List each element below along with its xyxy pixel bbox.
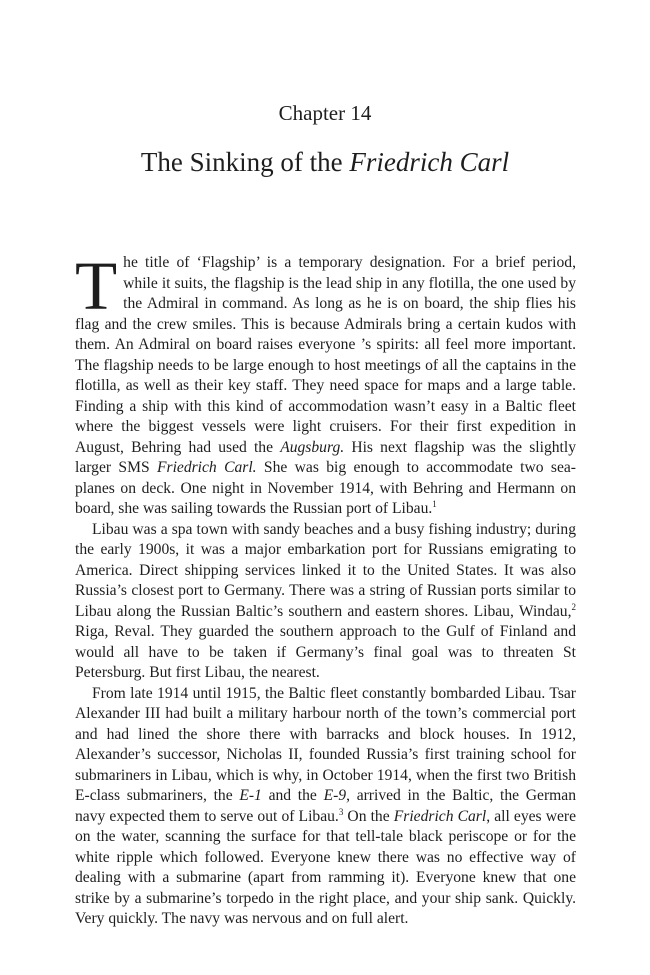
footnote-marker-3[interactable]: 3 xyxy=(338,806,344,817)
paragraph-3-text-c: , arrived in the Baltic, the German navy expected them to serve out of Libau. xyxy=(75,787,576,825)
paragraph-2-text-a: Libau was a spa town with sandy beaches and a busy fishing industry; during the early 1900s, it was a major embarkation port for Russians emigrating to America. Direct shipping services linked it to the United States. It was also Russia’s closest port to Germany. There was a string of Russian ports similar to Libau along the Russian Baltic’s southern and eastern shores. Libau, Windau, xyxy=(75,520,576,620)
paragraph-2-text-b: Riga, Reval. They guarded the southern approach to the Gulf of Finland and would all have to be taken if Germany’s final goal was to threaten St Petersburg. But first Libau, the nearest. xyxy=(75,623,576,681)
submarine-name-e1: E-1 xyxy=(239,787,262,804)
ship-name-augsburg: Augsburg. xyxy=(280,438,345,456)
ship-name-friedrich-carl-2: Friedrich Carl xyxy=(393,807,487,825)
paragraph-1-text-b: His next flagship was the slightly larger SMS xyxy=(75,438,576,476)
paragraph-1-text-c: She was big enough to accommodate two sea-planes on deck. One night in November 1914, with Behring and Hermann on board, she was sailing towards the Russian port of Libau. xyxy=(75,459,576,517)
submarine-name-e9: E-9 xyxy=(323,787,347,804)
footnote-marker-2[interactable]: 2 xyxy=(571,601,576,612)
chapter-number: Chapter 14 xyxy=(278,101,372,125)
chapter-body xyxy=(75,248,577,930)
paragraph-2 xyxy=(75,520,576,684)
paragraph-3-text-a: From late 1914 until 1915, the Baltic fleet constantly bombarded Libau. Tsar Alexander III had built a military harbour north of the town’s commercial port and had lined the shore there with barracks and block houses. In 1912, Alexander’s successor, Nicholas II, founded Russia’s first training school for submariners in Libau, which is why, in October 1914, when the first two British E-class submariners, the xyxy=(75,684,576,804)
drop-cap: T xyxy=(75,248,118,324)
paragraph-3-text-e: , all eyes were on the water, scanning the surface for that tell-tale black periscope or for the white ripple which followed. Everyone knew there was no effective way of dealing with a submarine (apart from ramming it). Everyone knew that one strike by a submarine’s torpedo in the right place, and your ship sank. Quickly. Very quickly. The navy was nervous and on full alert. xyxy=(75,807,577,927)
chapter-title xyxy=(0,145,650,179)
paragraph-3-text-d: On the xyxy=(343,807,394,825)
paragraph-3 xyxy=(75,684,576,930)
paragraph-1 xyxy=(75,248,576,520)
ship-name-friedrich-carl: Friedrich Carl. xyxy=(156,459,257,476)
chapter-title-text: The Sinking of the xyxy=(140,147,350,177)
paragraph-3-text-b: and the xyxy=(261,787,324,804)
chapter-title-ship-name: Friedrich Carl xyxy=(349,147,510,177)
footnote-marker-1[interactable]: 1 xyxy=(432,499,437,509)
paragraph-1-text-a: he title of ‘Flagship’ is a temporary designation. For a brief period, while it suits, the flagship is the lead ship in any flotilla, the one used by the Admiral in command. As long as he is on board, the ship flies his flag and the crew smiles. This is because Admirals bring a certain kudos with them. An Admiral on board raises everyone ’s spirits: all feel more important. The flagship needs to be large enough to host meetings of all the captains in the flotilla, as well as their key staff. They need space for maps and a large table. Finding a ship with this kind of accommodation wasn’t easy in a Baltic fleet where the biggest vessels were light cruisers. For their first expedition in August, Behring had used the xyxy=(75,254,576,456)
